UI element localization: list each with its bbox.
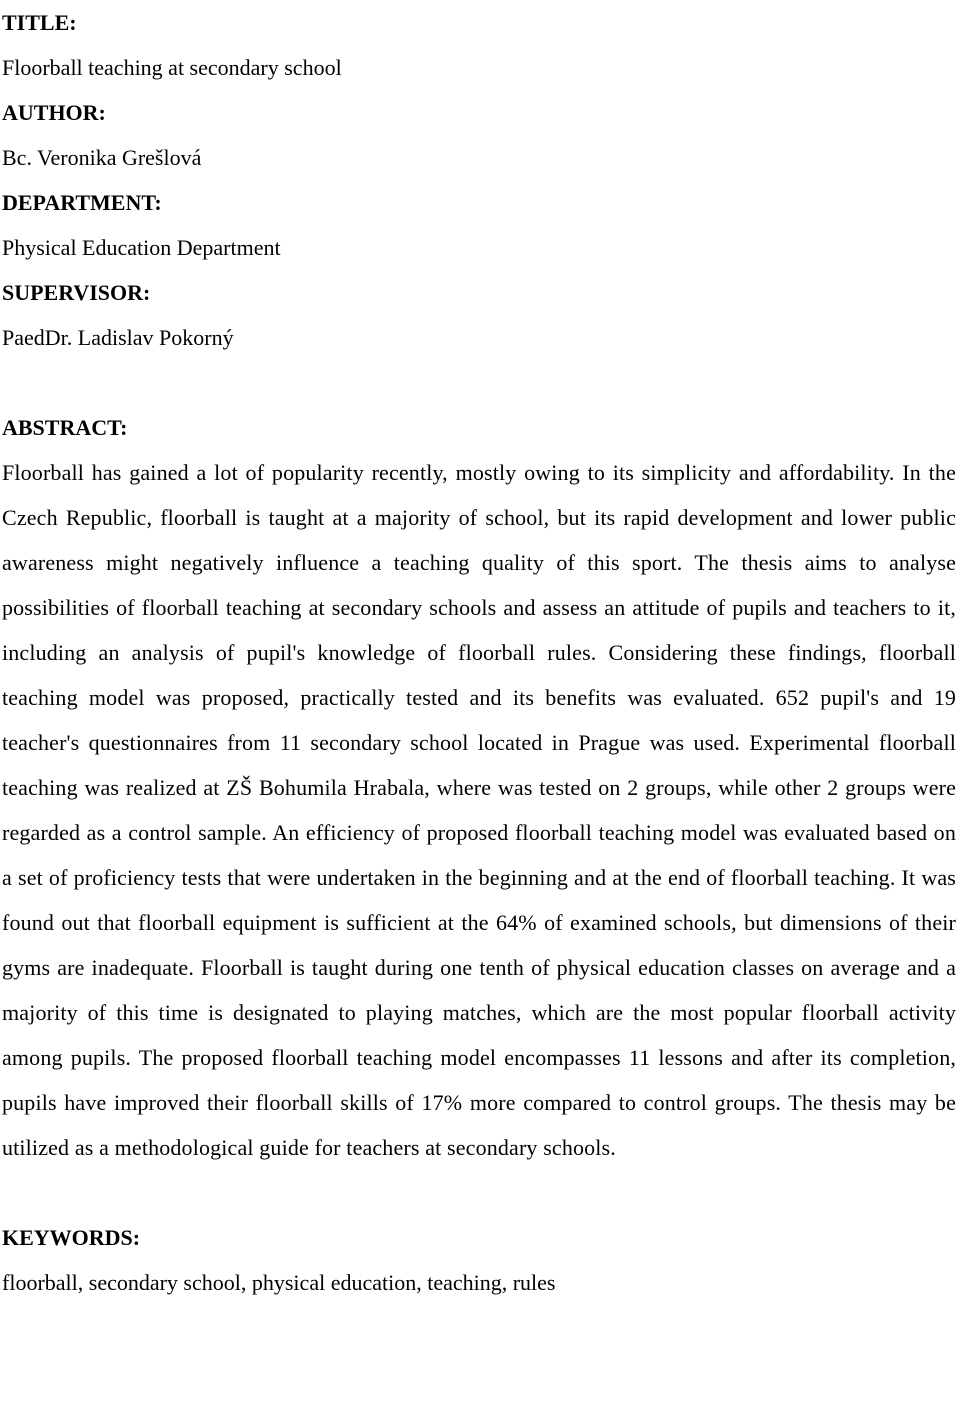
keywords-label: KEYWORDS: bbox=[2, 1225, 141, 1250]
supervisor-label: SUPERVISOR: bbox=[2, 280, 151, 305]
supervisor-name: PaedDr. Ladislav Pokorný bbox=[2, 325, 234, 350]
author-label: AUTHOR: bbox=[2, 100, 106, 125]
keywords-text: floorball, secondary school, physical education, teaching, rules bbox=[2, 1270, 556, 1295]
department-label: DEPARTMENT: bbox=[2, 190, 162, 215]
department-name: Physical Education Department bbox=[2, 235, 281, 260]
section-spacer bbox=[2, 360, 956, 405]
thesis-title: Floorball teaching at secondary school bbox=[2, 55, 342, 80]
abstract-label: ABSTRACT: bbox=[2, 415, 128, 440]
document-page bbox=[2, 0, 956, 1305]
author-name: Bc. Veronika Grešlová bbox=[2, 145, 202, 170]
abstract-text: Floorball has gained a lot of popularity recently, mostly owing to its simplicity and affordability. In the Czech Republic, floorball is taught at a majority of school, but its rapid development and lower public awareness might negatively influence a teaching quality of this sport. The thesis aims to analyse possibilities of floorball teaching at secondary schools and assess an attitude of pupils and teachers to it, including an analysis of pupil's knowledge of floorball rules. Considering these findings, floorball teaching model was proposed, practically tested and its benefits was evaluated. 652 pupil's and 19 teacher's questionnaires from 11 secondary school located in Prague was used. Experimental floorball teaching was realized at ZŠ Bohumila Hrabala, where was tested on 2 groups, while other 2 groups were regarded as a control sample. An efficiency of proposed floorball teaching model was evaluated based on a set of proficiency tests that were undertaken in the beginning and at the end of floorball teaching. It was found out that floorball equipment is sufficient at the 64% of examined schools, but dimensions of their gyms are inadequate. Floorball is taught during one tenth of physical education classes on average and a majority of this time is designated to playing matches, which are the most popular floorball activity among pupils. The proposed floorball teaching model encompasses 11 lessons and after its completion, pupils have improved their floorball skills of 17% more compared to control groups. The thesis may be utilized as a methodological guide for teachers at secondary schools. bbox=[2, 460, 956, 1160]
section-spacer bbox=[2, 1170, 956, 1215]
title-label: TITLE: bbox=[2, 10, 77, 35]
